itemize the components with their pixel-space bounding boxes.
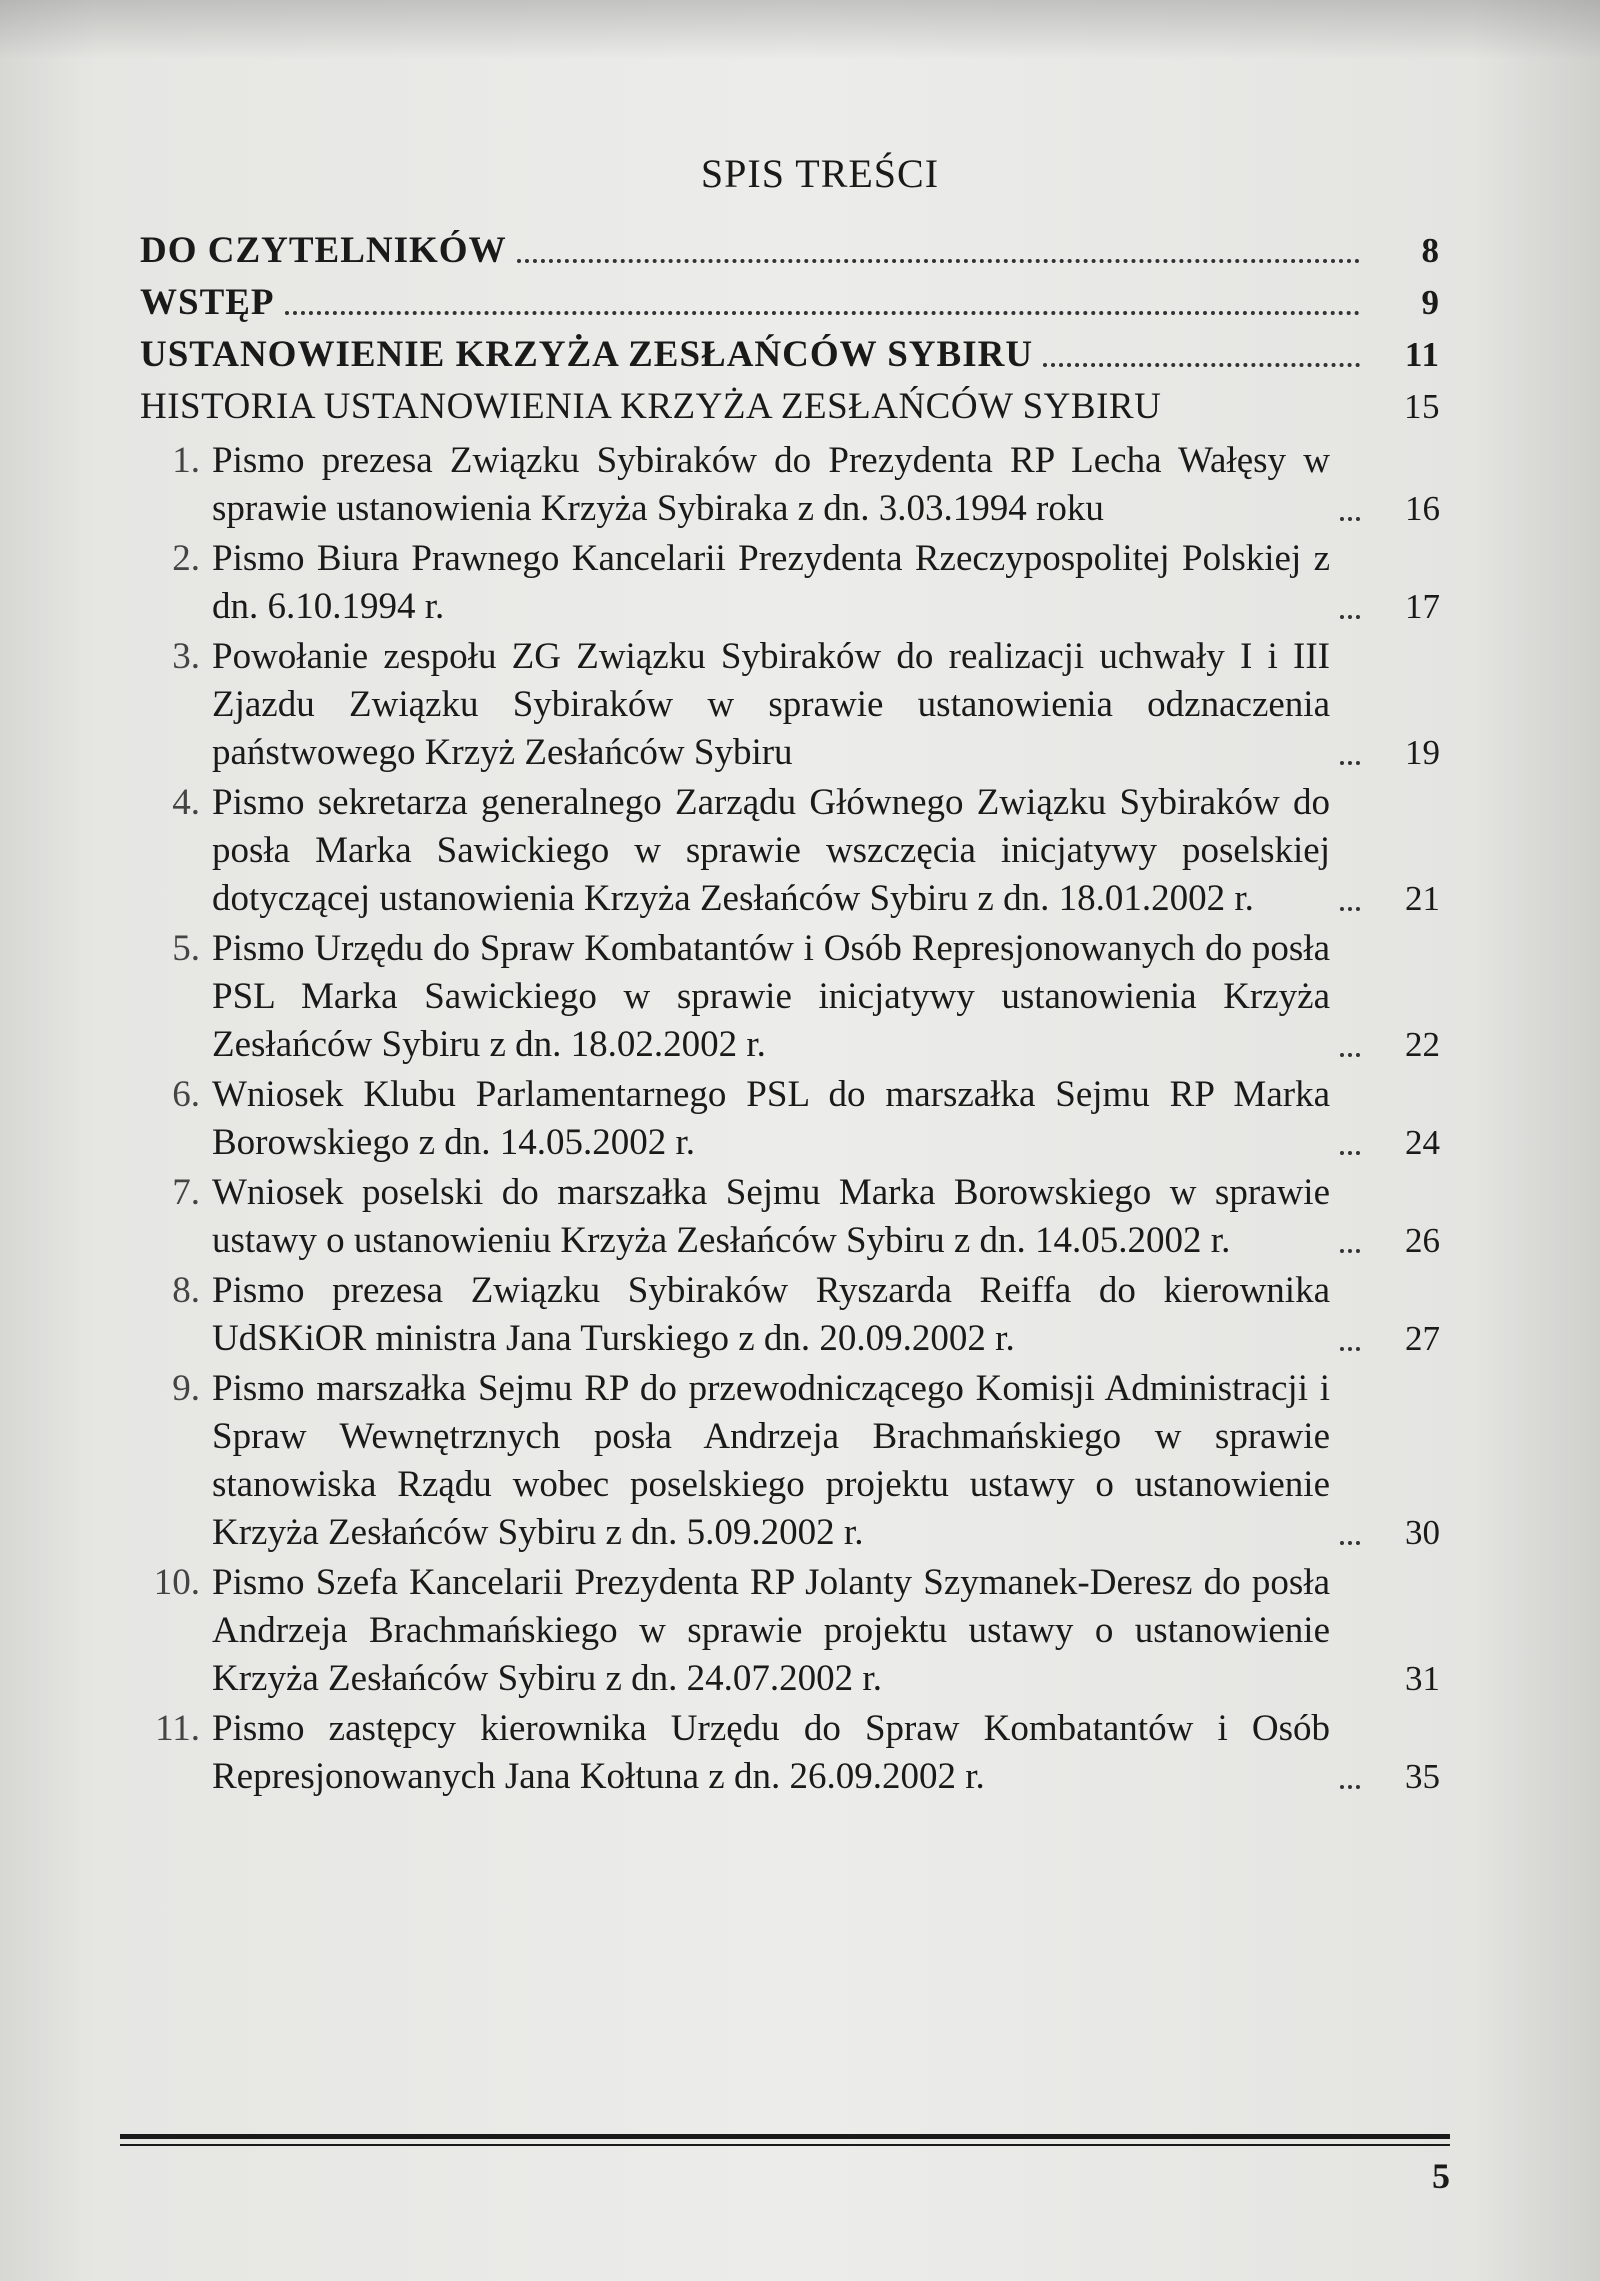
toc-section-page: 15 <box>1404 387 1440 426</box>
toc-item <box>140 1559 1440 1703</box>
toc-entry-text: USTANOWIENIE KRZYŻA ZESŁAŃCÓW SYBIRU <box>140 334 1034 375</box>
dot-leader <box>1340 1249 1360 1253</box>
dot-leader <box>1043 363 1360 367</box>
toc-item-page: 19 <box>1405 733 1440 772</box>
toc-item-page: 35 <box>1405 1757 1440 1796</box>
toc-item <box>140 779 1440 923</box>
toc-item-number: 2. <box>172 538 200 579</box>
toc-entry-page: 11 <box>1404 335 1440 374</box>
footer-rule <box>120 2134 1450 2139</box>
toc-item-number: 8. <box>172 1270 200 1311</box>
toc-item-text: Pismo marszałka Sejmu RP do przewodniczącego Komisji Administracji i Spraw Wewnętrznych posła Andrzeja Brachmańskiego w sprawie stanowiska Rządu wobec poselskiego projektu ustawy o ustanowienie Krzyża Zesłańców Sybiru z dn. 5.09.2002 r. <box>212 1368 1330 1553</box>
dot-leader <box>1340 907 1360 911</box>
toc-item-number: 6. <box>172 1074 200 1115</box>
toc-entry-text: WSTĘP <box>140 282 275 323</box>
toc-item-page: 26 <box>1405 1221 1440 1260</box>
toc-item-number: 7. <box>172 1172 200 1213</box>
toc-item-text: Pismo sekretarza generalnego Zarządu Głównego Związku Sybiraków do posła Marka Sawickiego w sprawie wszczęcia inicjatywy poselskiej dotyczącej ustanowienia Krzyża Zesłańców Sybiru z dn. 18.01.2002 r. <box>212 782 1330 919</box>
toc-entry-page: 8 <box>1421 231 1440 270</box>
toc-item-number: 10. <box>153 1562 200 1603</box>
toc-item-page: 21 <box>1405 879 1440 918</box>
toc-item-number: 1. <box>172 440 200 481</box>
toc-item-number: 5. <box>172 928 200 969</box>
toc-item <box>140 1071 1440 1167</box>
dot-leader <box>1340 1785 1360 1789</box>
dot-leader <box>1340 1347 1360 1351</box>
toc-title: SPIS TREŚCI <box>700 151 940 196</box>
toc-item-page: 31 <box>1405 1659 1440 1698</box>
toc-item-page: 16 <box>1405 489 1440 528</box>
toc-item-text: Wniosek Klubu Parlamentarnego PSL do marszałka Sejmu RP Marka Borowskiego z dn. 14.05.2002 r. <box>212 1074 1330 1163</box>
toc-item <box>140 633 1440 777</box>
toc-item <box>140 925 1440 1069</box>
toc-item <box>140 1267 1440 1363</box>
dot-leader <box>1340 615 1360 619</box>
toc-item <box>140 1365 1440 1557</box>
toc-item-text: Pismo prezesa Związku Sybiraków do Prezydenta RP Lecha Wałęsy w sprawie ustanowienia Krzyża Sybiraka z dn. 3.03.1994 roku <box>212 440 1330 529</box>
toc-item-page: 30 <box>1405 1513 1440 1552</box>
toc-item-text: Pismo Urzędu do Spraw Kombatantów i Osób Represjonowanych do posła PSL Marka Sawickiego w sprawie inicjatywy ustanowienia Krzyża Zesłańców Sybiru z dn. 18.02.2002 r. <box>212 928 1330 1065</box>
dot-leader <box>1171 415 1360 419</box>
toc-item-page: 22 <box>1405 1025 1440 1064</box>
toc-item-page: 27 <box>1405 1319 1440 1358</box>
toc-entry-wstep <box>140 279 1440 327</box>
toc-item-page: 24 <box>1405 1123 1440 1162</box>
toc-section-text: HISTORIA USTANOWIENIA KRZYŻA ZESŁAŃCÓW SYBIRU <box>140 386 1162 427</box>
toc-item-number: 9. <box>172 1368 200 1409</box>
toc-item-number: 3. <box>172 636 200 677</box>
toc-item-page: 17 <box>1405 587 1440 626</box>
toc-entry-do-czytelnikow <box>140 227 1440 275</box>
toc-entry-text: DO CZYTELNIKÓW <box>140 230 507 271</box>
toc-item-text: Pismo Szefa Kancelarii Prezydenta RP Jolanty Szymanek-Deresz do posła Andrzeja Brachmańskiego w sprawie projektu ustawy o ustanowienie Krzyża Zesłańców Sybiru z dn. 24.07.2002 r. <box>212 1562 1330 1699</box>
dot-leader <box>1340 1151 1360 1155</box>
page-shadow <box>0 0 1600 60</box>
toc-item-text: Pismo prezesa Związku Sybiraków Ryszarda Reiffa do kierownika UdSKiOR ministra Jana Turskiego z dn. 20.09.2002 r. <box>212 1270 1330 1359</box>
toc-item-text: Powołanie zespołu ZG Związku Sybiraków do realizacji uchwały I i III Zjazdu Związku Sybiraków w sprawie ustanowienia odznaczenia państwowego Krzyż Zesłańców Sybiru <box>212 636 1330 773</box>
toc-item <box>140 1169 1440 1265</box>
toc-item-number: 4. <box>172 782 200 823</box>
toc-item-text: Wniosek poselski do marszałka Sejmu Marka Borowskiego w sprawie ustawy o ustanowieniu Krzyża Zesłańców Sybiru z dn. 14.05.2002 r. <box>212 1172 1330 1261</box>
dot-leader <box>1340 1687 1360 1691</box>
table-of-contents <box>140 150 1440 1803</box>
toc-item <box>140 1705 1440 1801</box>
toc-item-text: Pismo Biura Prawnego Kancelarii Prezydenta Rzeczypospolitej Polskiej z dn. 6.10.1994 r. <box>212 538 1330 627</box>
dot-leader <box>285 311 1360 315</box>
toc-item <box>140 535 1440 631</box>
toc-section-historia <box>140 383 1440 431</box>
dot-leader <box>1340 1541 1360 1545</box>
dot-leader <box>517 259 1360 263</box>
toc-item <box>140 437 1440 533</box>
toc-entry-ustanowienie <box>140 331 1440 379</box>
toc-item-text: Pismo zastępcy kierownika Urzędu do Spraw Kombatantów i Osób Represjonowanych Jana Kołtuna z dn. 26.09.2002 r. <box>212 1708 1330 1797</box>
toc-entry-page: 9 <box>1421 283 1440 322</box>
dot-leader <box>1340 517 1360 521</box>
toc-item-number: 11. <box>155 1708 200 1749</box>
footer-rule-thin <box>120 2144 1450 2146</box>
dot-leader <box>1340 761 1360 765</box>
page-number: 5 <box>1432 2156 1450 2196</box>
dot-leader <box>1340 1053 1360 1057</box>
